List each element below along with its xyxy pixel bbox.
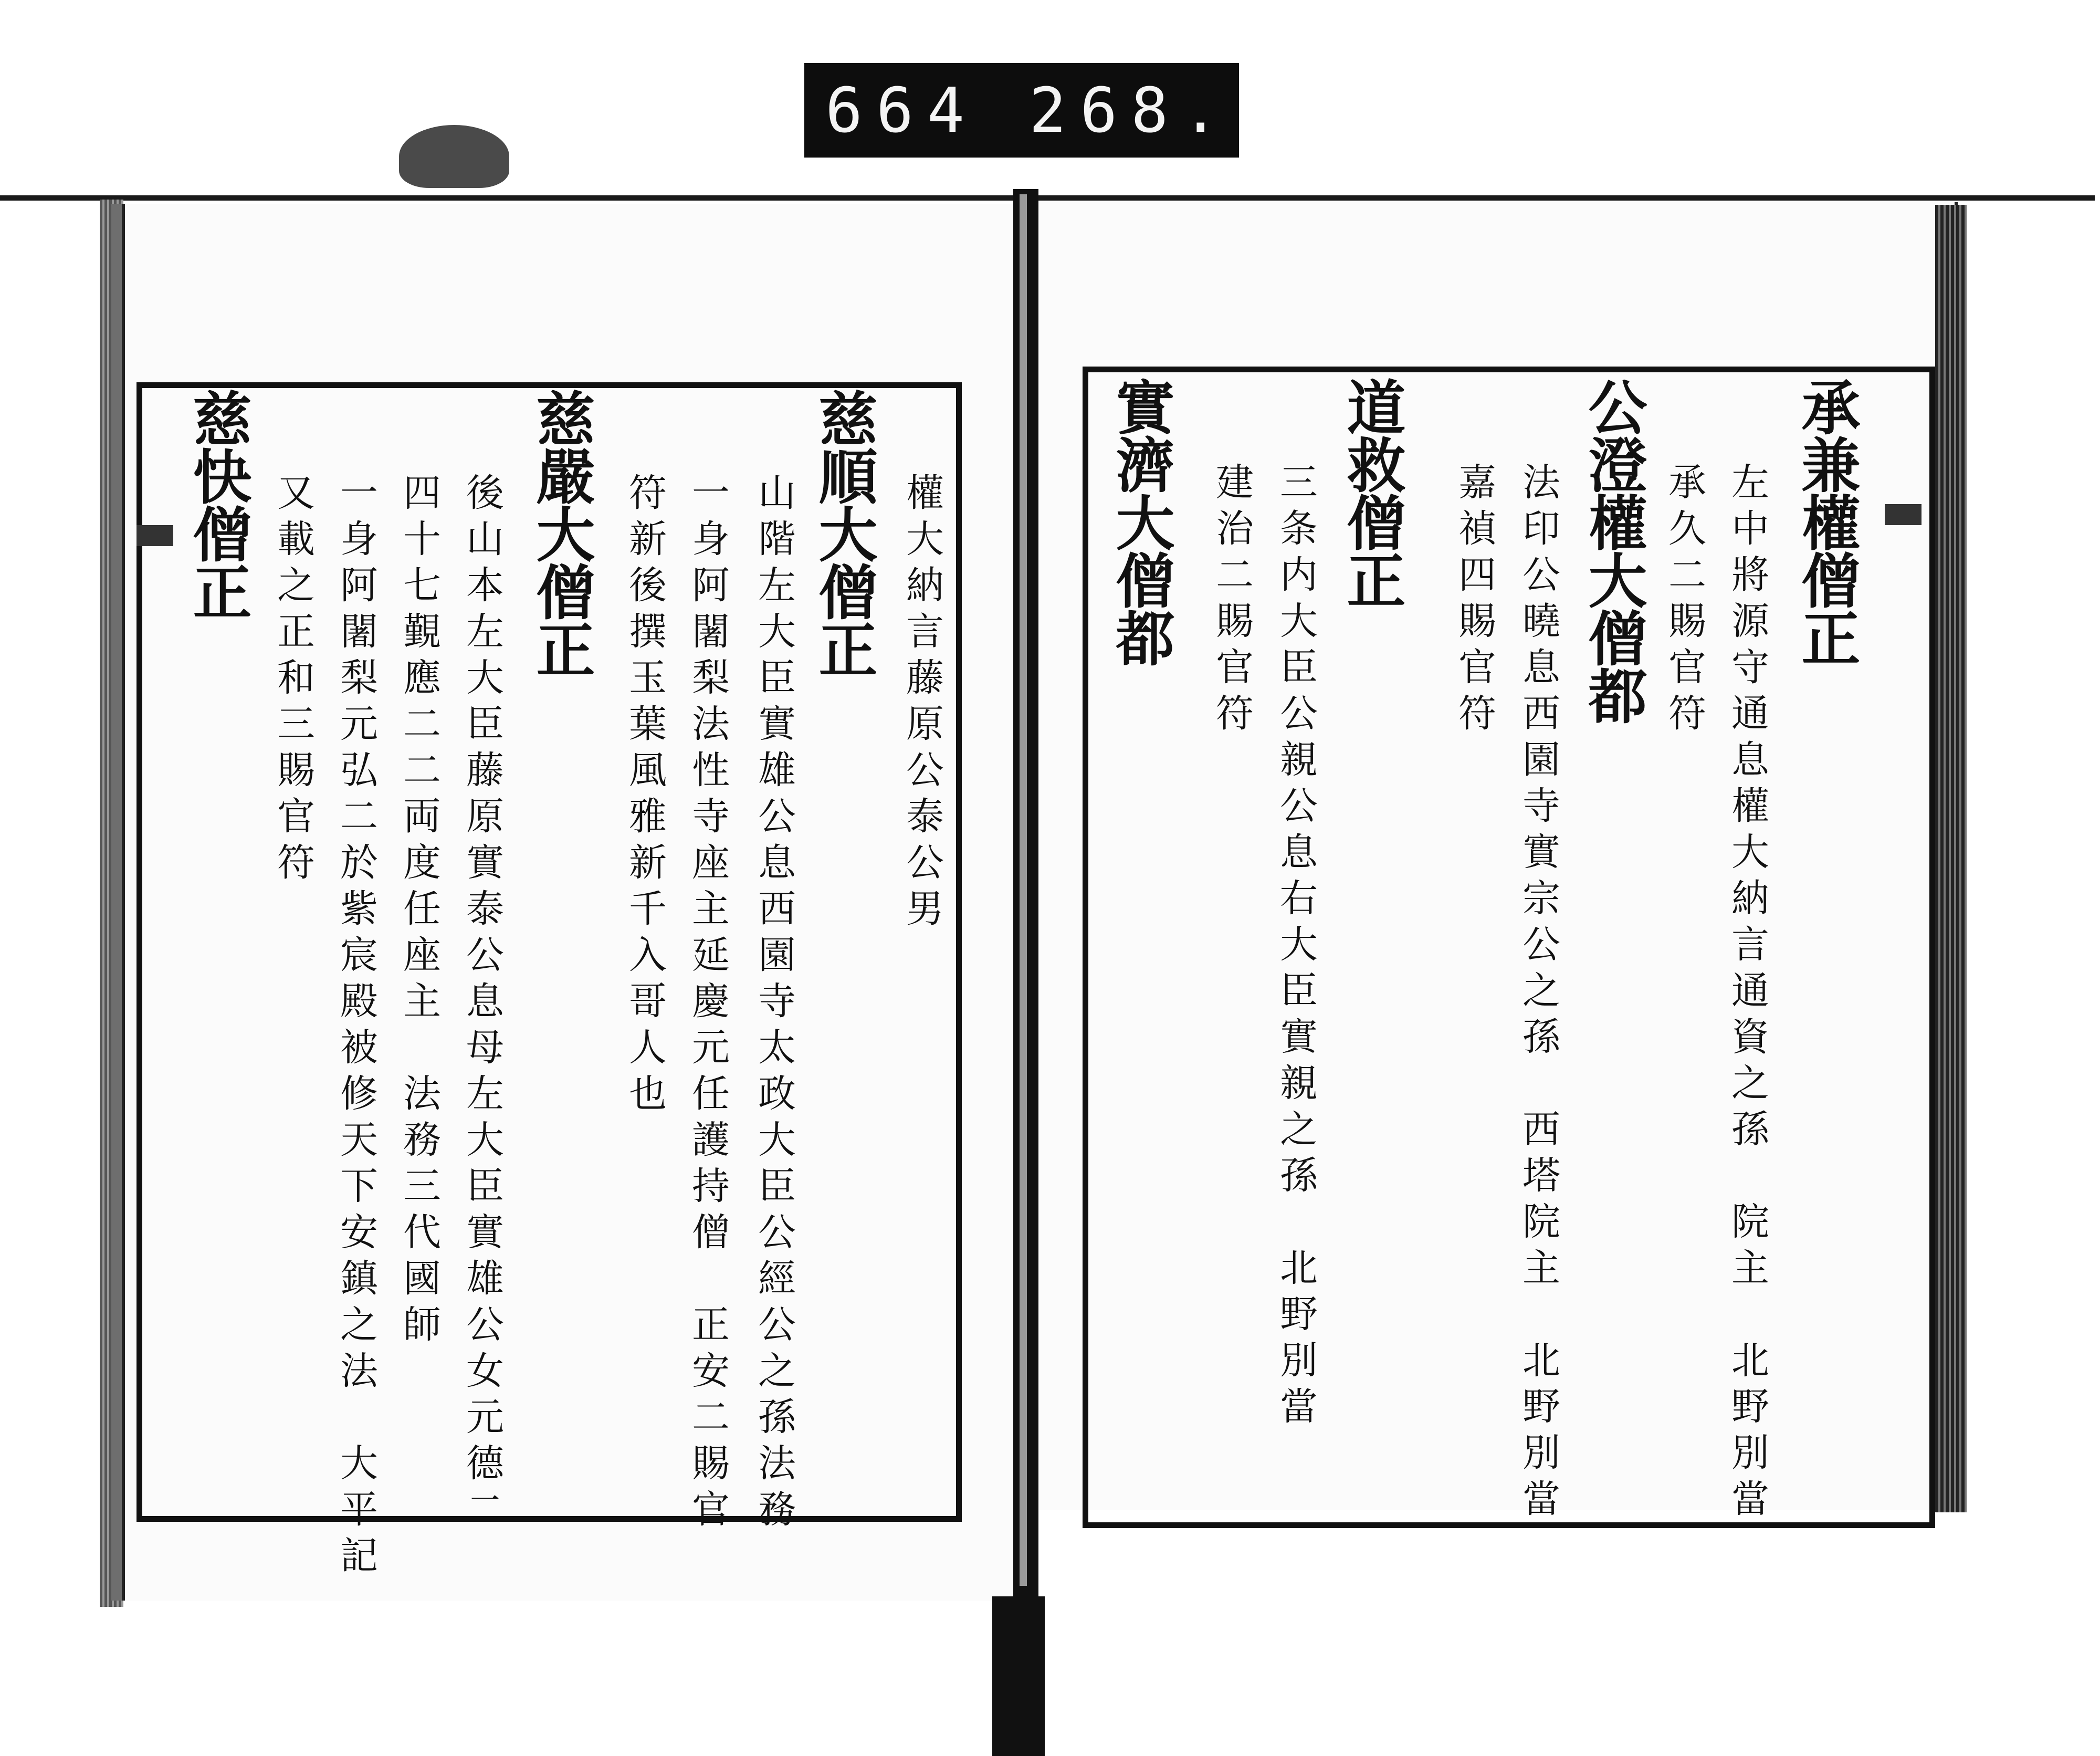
page-smudge [399, 125, 509, 188]
left-entry-3-title: 慈快僧正 [183, 389, 252, 620]
right-entry-2-title: 公澄權大僧都 [1579, 377, 1647, 724]
left-entry-1-title: 慈順大僧正 [809, 389, 878, 677]
spine-gutter [1020, 194, 1027, 1586]
left-entry-2-line-3: 一身阿闍梨元弘二於紫宸殿被修天下安鎮之法 大平記 [334, 473, 378, 1582]
book-top-edge [0, 195, 2095, 201]
right-entry-1-title: 承兼權僧正 [1792, 377, 1861, 666]
left-entry-1-line-1: 山階左大臣實雄公息西園寺太政大臣公經公之孫法務 [752, 473, 796, 1535]
left-entry-2-line-1: 後山本左大臣藤原實泰公息母左大臣實雄公女元德二 [460, 473, 504, 1535]
left-entry-1-line-2: 一身阿闍梨法性寺座主延慶元任護持僧 正安二賜官 [686, 473, 730, 1535]
right-entry-1-line-2: 承久二賜官符 [1662, 462, 1706, 739]
right-entry-1-line-1: 左中將源守通息權大納言通資之孫 院主 北野別當 [1725, 462, 1769, 1525]
left-entry-1-line-3: 符新後撰玉葉風雅新千入哥人也 [623, 473, 667, 1120]
right-entry-3-line-2: 建治二賜官符 [1210, 462, 1254, 739]
spine-shadow [992, 1596, 1045, 1756]
left-entry-2-title: 慈嚴大僧正 [527, 389, 595, 677]
left-continuation-line: 權大納言藤原公泰公男 [900, 473, 944, 935]
right-entry-2-line-1: 法印公曉息西園寺實宗公之孫 西塔院主 北野別當 [1516, 462, 1560, 1525]
right-page-edge [1935, 205, 1967, 1512]
catalog-label [804, 63, 1239, 158]
left-entry-2-line-4: 又載之正和三賜官符 [271, 473, 315, 889]
right-entry-3-line-1: 三条内大臣公親公息右大臣實親之孫 北野別當 [1274, 462, 1318, 1433]
right-entry-2-line-2: 嘉禎四賜官符 [1452, 462, 1496, 739]
frame-corner-mark [1885, 504, 1922, 525]
frame-corner-mark [136, 525, 173, 546]
right-entry-4-title: 實濟大僧都 [1106, 377, 1175, 666]
left-page-edge [100, 200, 123, 1607]
catalog-number: 664 268. [825, 74, 1233, 147]
right-entry-3-title: 道救僧正 [1337, 377, 1406, 608]
left-entry-2-line-2: 四十七覲應二二両度任座主 法務三代國師 [397, 473, 441, 1351]
